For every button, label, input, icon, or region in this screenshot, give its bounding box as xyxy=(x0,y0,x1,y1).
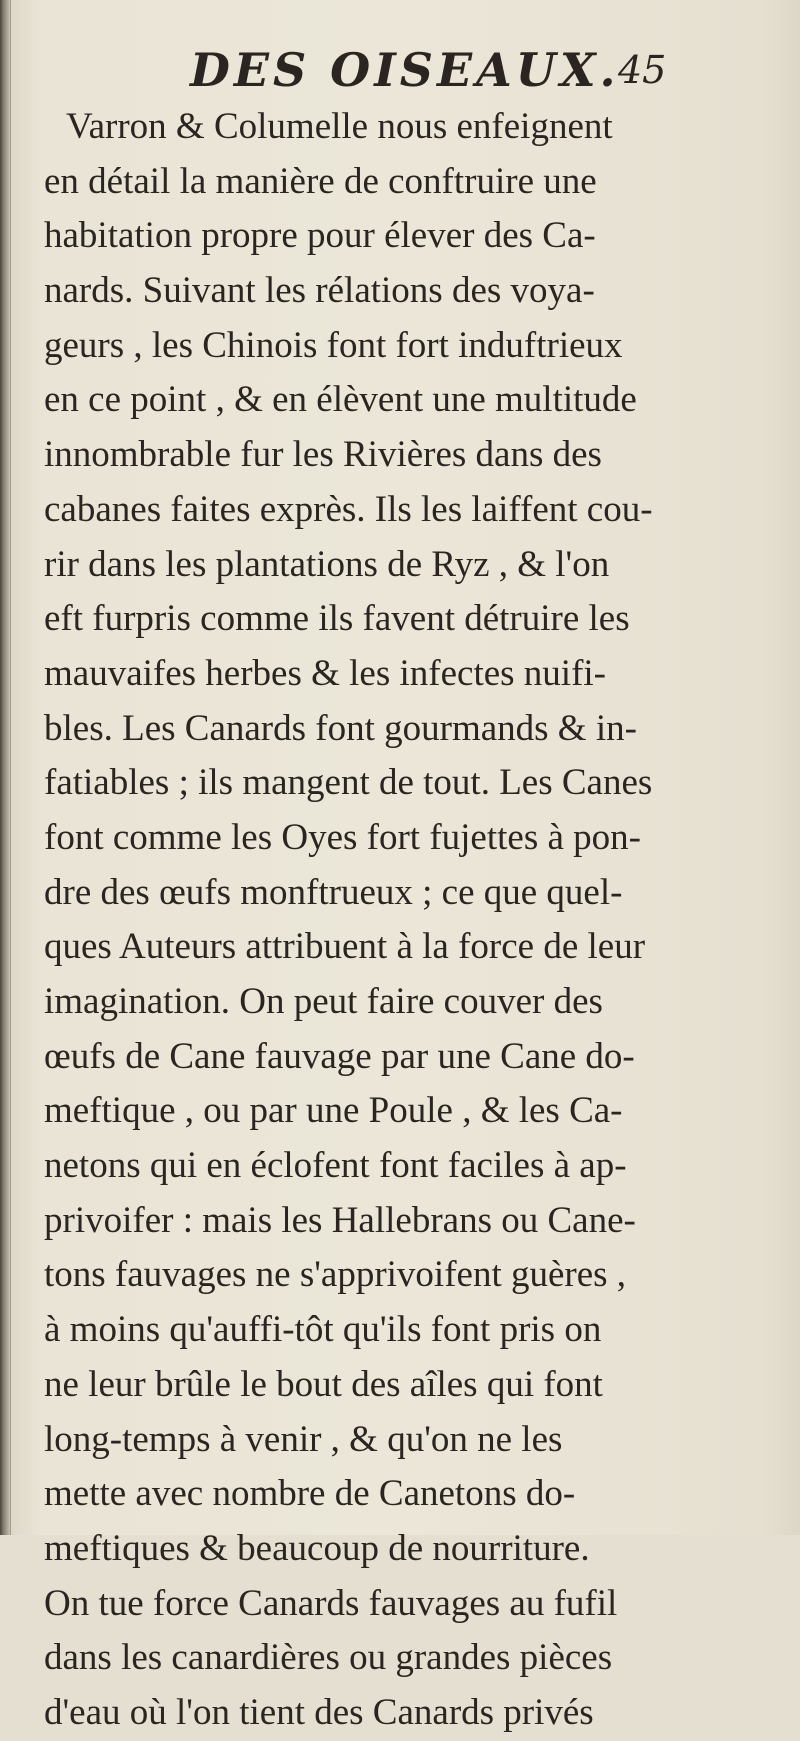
text-line: privoifer : mais les Hallebrans ou Cane- xyxy=(44,1199,636,1241)
text-line: Varron & Columelle nous enfeignent xyxy=(66,106,613,147)
binding-line xyxy=(10,0,11,1535)
text-line: fatiables ; ils mangent de tout. Les Canes xyxy=(44,762,653,804)
text-line: netons qui en éclofent font faciles à ap- xyxy=(44,1145,627,1187)
text-line: meftiques & beaucoup de nourriture. xyxy=(44,1527,590,1569)
text-line: à moins qu'auffi-tôt qu'ils font pris on xyxy=(44,1309,602,1351)
text-line: cabanes faites exprès. Ils les laiffent cou- xyxy=(44,488,653,530)
text-line: geurs , les Chinois font fort induftrieux xyxy=(44,324,623,366)
text-line: long-temps à venir , & qu'on ne les xyxy=(44,1418,563,1460)
text-line: On tue force Canards fauvages au fufil xyxy=(44,1582,618,1624)
text-line: d'eau où l'on tient des Canards privés xyxy=(44,1691,594,1733)
text-line: bles. Les Canards font gourmands & in- xyxy=(44,707,637,749)
text-line: innombrable fur les Rivières dans des xyxy=(44,434,602,476)
text-line: rir dans les plantations de Ryz , & l'on xyxy=(44,543,610,585)
text-line: font comme les Oyes fort fujettes à pon- xyxy=(44,816,641,858)
text-line: dre des œufs monftrueux ; ce que quel- xyxy=(44,871,623,913)
text-line: ques Auteurs attribuent à la force de leur xyxy=(44,926,646,968)
page-number: 45 xyxy=(618,48,667,92)
text-line: en ce point , & en élèvent une multitude xyxy=(44,379,637,421)
text-line: nards. Suivant les rélations des voya- xyxy=(44,270,595,312)
text-line: dans les canardières ou grandes pièces xyxy=(44,1637,613,1679)
body-paragraph xyxy=(44,100,764,1741)
text-line: imagination. On peut faire couver des xyxy=(44,981,603,1022)
text-line: en détail la manière de conftruire une xyxy=(44,160,597,202)
text-line: eft furpris comme ils favent détruire les xyxy=(44,598,630,640)
page-binding-edge xyxy=(0,0,10,1535)
running-title: DES OISEAUX. xyxy=(190,43,620,97)
text-line: ne leur brûle le bout des aîles qui font xyxy=(44,1363,603,1405)
text-line: meftique , ou par une Poule , & les Ca- xyxy=(44,1090,623,1132)
text-line: tons fauvages ne s'apprivoifent guères , xyxy=(44,1254,627,1296)
page-header xyxy=(0,40,800,100)
text-line: mauvaifes herbes & les infectes nuifi- xyxy=(44,652,606,694)
text-line: œufs de Cane fauvage par une Cane do- xyxy=(44,1035,635,1077)
text-line: habitation propre pour élever des Ca- xyxy=(44,215,596,257)
text-line: mette avec nombre de Canetons do- xyxy=(44,1473,576,1515)
